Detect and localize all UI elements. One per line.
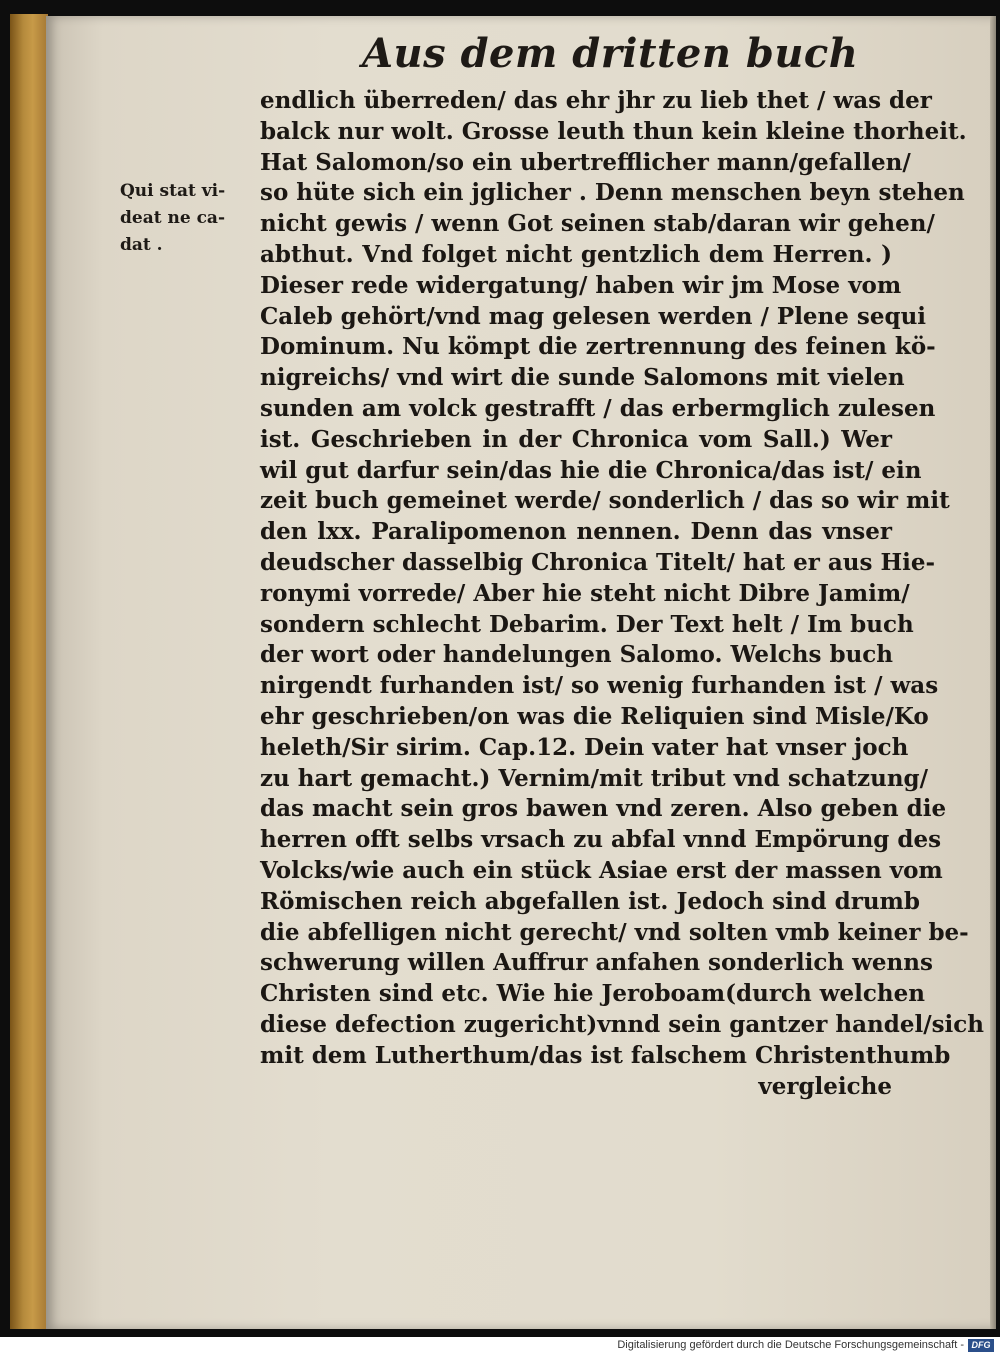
text-line: Römischen reich abgefallen ist. Jedoch sind drumb: [260, 887, 920, 915]
text-line: Dominum. Nu kömpt die zertrennung des feinen kö-: [260, 333, 936, 361]
text-line: ehr geschrieben/on was die Reliquien sind Misle/Ko: [260, 702, 929, 730]
running-head: Aus dem dritten buch: [362, 30, 859, 77]
text-line: wil gut darfur sein/das hie die Chronica/das ist/ ein: [260, 456, 922, 484]
text-line: abthut. Vnd folget nicht gentzlich dem Herren. ): [260, 240, 892, 268]
text-line: der wort oder handelungen Salomo. Welchs buch: [260, 641, 894, 669]
text-line: nirgendt furhanden ist/ so wenig furhanden ist / was: [260, 672, 939, 700]
dfg-logo-icon: DFG: [968, 1339, 994, 1352]
text-line: balck nur wolt. Grosse leuth thun kein kleine thorheit.: [260, 117, 967, 145]
marginal-note-line: dat .: [120, 235, 163, 255]
marginal-note-line: deat ne ca-: [120, 208, 226, 228]
text-line: so hüte sich ein jglicher . Denn menschen beyn stehen: [260, 179, 965, 207]
text-line: das macht sein gros bawen vnd zeren. Also geben die: [260, 795, 947, 823]
text-line: Christen sind etc. Wie hie Jeroboam(durch welchen: [260, 980, 925, 1008]
page-edge: [990, 16, 996, 1329]
text-line: ist. Geschrieben in der Chronica vom Sall.) Wer: [260, 425, 892, 453]
text-line: heleth/Sir sirim. Cap.12. Dein vater hat vnser joch: [260, 733, 909, 761]
text-line: zu hart gemacht.) Vernim/mit tribut vnd schatzung/: [260, 764, 929, 792]
text-line: sunden am volck gestrafft / das erbermglich zulesen: [260, 394, 936, 422]
text-line: Dieser rede widergatung/ haben wir jm Mose vom: [260, 271, 902, 299]
text-line: zeit buch gemeinet werde/ sonderlich / das so wir mit: [260, 487, 950, 515]
text-line: mit dem Lutherthum/das ist falschem Christenthumb: [260, 1041, 951, 1069]
book-spine-edge: [10, 14, 48, 1329]
text-line: Volcks/wie auch ein stück Asiae erst der massen vom: [260, 856, 943, 884]
text-line: schwerung willen Auffrur anfahen sonderlich wenns: [260, 949, 933, 977]
text-line: die abfelligen nicht gerecht/ vnd solten vmb keiner be-: [260, 918, 969, 946]
text-line: diese defection zugericht)vnnd sein gantzer handel/sich: [260, 1010, 985, 1038]
catchword: vergleiche: [758, 1072, 892, 1100]
marginal-note: [120, 178, 252, 259]
text-line: endlich überreden/ das ehr jhr zu lieb thet / was der: [260, 87, 932, 114]
text-line: den lxx. Paralipomenon nennen. Denn das vnser: [260, 518, 892, 546]
text-line: ronymi vorrede/ Aber hie steht nicht Dibre Jamim/: [260, 579, 910, 607]
marginal-note-line: Qui stat vi-: [120, 181, 226, 201]
text-line: herren offt selbs vrsach zu abfal vnnd Empörung des: [260, 826, 942, 854]
text-line: sondern schlecht Debarim. Der Text helt / Im buch: [260, 610, 914, 638]
text-line: Caleb gehört/vnd mag gelesen werden / Plene sequi: [260, 302, 927, 330]
funding-notice: Digitalisierung gefördert durch die Deutsche Forschungsgemeinschaft -: [617, 1339, 964, 1351]
text-line: deudscher dasselbig Chronica Titelt/ hat er aus Hie-: [260, 548, 936, 576]
text-line: Hat Salomon/so ein ubertrefflicher mann/gefallen/: [260, 148, 911, 176]
body-text: [260, 86, 985, 1102]
text-line: nicht gewis / wenn Got seinen stab/daran wir gehen/: [260, 210, 935, 238]
text-line: nigreichs/ vnd wirt die sunde Salomons mit vielen: [260, 364, 905, 392]
